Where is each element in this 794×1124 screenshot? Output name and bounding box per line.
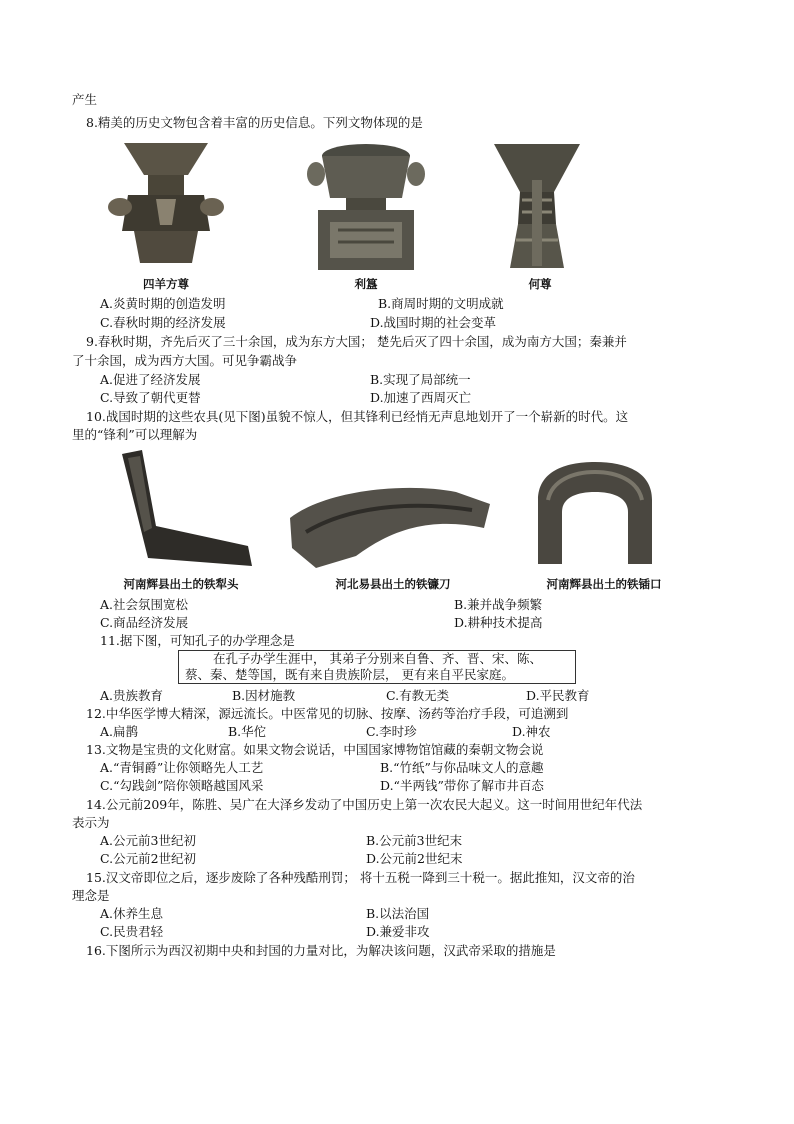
q13-option-c[interactable]: C.“勾践剑”陪你领略越国风采 [100,778,264,793]
q10-option-a[interactable]: A.社会氛围宽松 [100,597,189,612]
q8-caption-3: 何尊 [528,277,552,291]
q14-option-b[interactable]: B.公元前3世纪末 [366,833,463,848]
q9-stem-line2: 了十余国，成为西方大国。可见争霸战争 [72,353,298,368]
q12-option-c[interactable]: C.李时珍 [366,724,417,739]
q12-option-d[interactable]: D.神农 [512,724,551,739]
q11-quote-line2: 蔡、秦、楚等国，既有来自贵族阶层， 更有来自平民家庭。 [185,667,514,682]
q9-option-d[interactable]: D.加速了西周灭亡 [370,390,472,405]
q16-stem: 16.下图所示为西汉初期中央和封国的力量对比，为解决该问题，汉武帝采取的措施是 [86,943,556,958]
q10-option-d[interactable]: D.耕种技术提高 [454,615,543,630]
q11-option-b[interactable]: B.因材施教 [232,688,296,703]
q11-stem: 11.据下图，可知孔子的办学理念是 [100,633,295,648]
q11-option-a[interactable]: A.贵族教育 [100,688,164,703]
q9-option-b[interactable]: B.实现了局部统一 [370,372,471,387]
q8-caption-1: 四羊方尊 [143,277,189,291]
q10-caption-3: 河南辉县出土的铁锸口 [546,577,662,591]
q14-stem-line2: 表示为 [72,815,110,830]
iron-plow-image [118,448,258,572]
q11-option-c[interactable]: C.有教无类 [386,688,450,703]
q8-option-c[interactable]: C.春秋时期的经济发展 [100,315,226,330]
q8-caption-2: 利簋 [354,277,378,291]
q13-option-b[interactable]: B.“竹纸”与你品味文人的意趣 [380,760,544,775]
q10-stem-line1: 10.战国时期的这些农具(见下图)虽貌不惊人，但其锋利已经悄无声息地划开了一个崭新的时代。这 [86,409,629,424]
q9-stem-line1: 9.春秋时期，齐先后灭了三十余国，成为东方大国； 楚先后灭了四十余国，成为南方大国；秦兼并 [86,334,627,349]
q15-option-c[interactable]: C.民贵君轻 [100,924,164,939]
q13-option-d[interactable]: D.“半两钱”带你了解市井百态 [380,778,544,793]
q11-option-d[interactable]: D.平民教育 [526,688,590,703]
he-zun-image [492,140,582,275]
q8-option-a[interactable]: A.炎黄时期的创造发明 [100,296,226,311]
q14-option-d[interactable]: D.公元前2世纪末 [366,851,463,866]
lead-text: 产生 [72,92,98,107]
q12-option-b[interactable]: B.华佗 [228,724,267,739]
q13-stem: 13.文物是宝贵的文化财富。如果文物会说话，中国国家博物馆馆藏的秦朝文物会说 [86,742,544,757]
four-ram-zun-image [106,135,226,275]
q14-option-a[interactable]: A.公元前3世纪初 [100,833,196,848]
iron-sickle-image [286,478,494,572]
q12-stem: 12.中华医学博大精深，源远流长。中医常见的切脉、按摩、汤药等治疗手段，可追溯到 [86,706,569,721]
q10-option-b[interactable]: B.兼并战争频繁 [454,597,543,612]
q8-option-d[interactable]: D.战国时期的社会变革 [370,315,497,330]
q11-quote-line1: 在孔子办学生涯中， 其弟子分别来自鲁、齐、晋、宋、陈、 [213,651,542,666]
q11-quote-box [178,650,576,684]
q14-option-c[interactable]: C.公元前2世纪初 [100,851,197,866]
q8-stem: 8.精美的历史文物包含着丰富的历史信息。下列文物体现的是 [86,115,423,130]
q15-stem-line2: 理念是 [72,888,110,903]
q13-option-a[interactable]: A.“青铜爵”让你领略先人工艺 [100,760,264,775]
q15-option-b[interactable]: B.以法治国 [366,906,430,921]
q15-stem-line1: 15.汉文帝即位之后，逐步废除了各种残酷刑罚； 将十五税一降到三十税一。据此推知，汉文帝的治 [86,870,635,885]
q10-caption-2: 河北易县出土的铁镰刀 [335,577,451,591]
q12-option-a[interactable]: A.扁鹊 [100,724,139,739]
li-gui-image [306,138,426,273]
q10-caption-1: 河南辉县出土的铁犁头 [123,577,239,591]
q14-stem-line1: 14.公元前209年，陈胜、吴广在大泽乡发动了中国历史上第一次农民大起义。这一时间用世纪年代法 [86,797,643,812]
q9-option-c[interactable]: C.导致了朝代更替 [100,390,201,405]
q10-option-c[interactable]: C.商品经济发展 [100,615,189,630]
q8-option-b[interactable]: B.商周时期的文明成就 [378,296,504,311]
iron-spade-image [534,460,656,568]
q15-option-a[interactable]: A.休养生息 [100,906,164,921]
q15-option-d[interactable]: D.兼爱非攻 [366,924,430,939]
q9-option-a[interactable]: A.促进了经济发展 [100,372,201,387]
q10-stem-line2: 里的“锋利”可以理解为 [72,427,198,442]
